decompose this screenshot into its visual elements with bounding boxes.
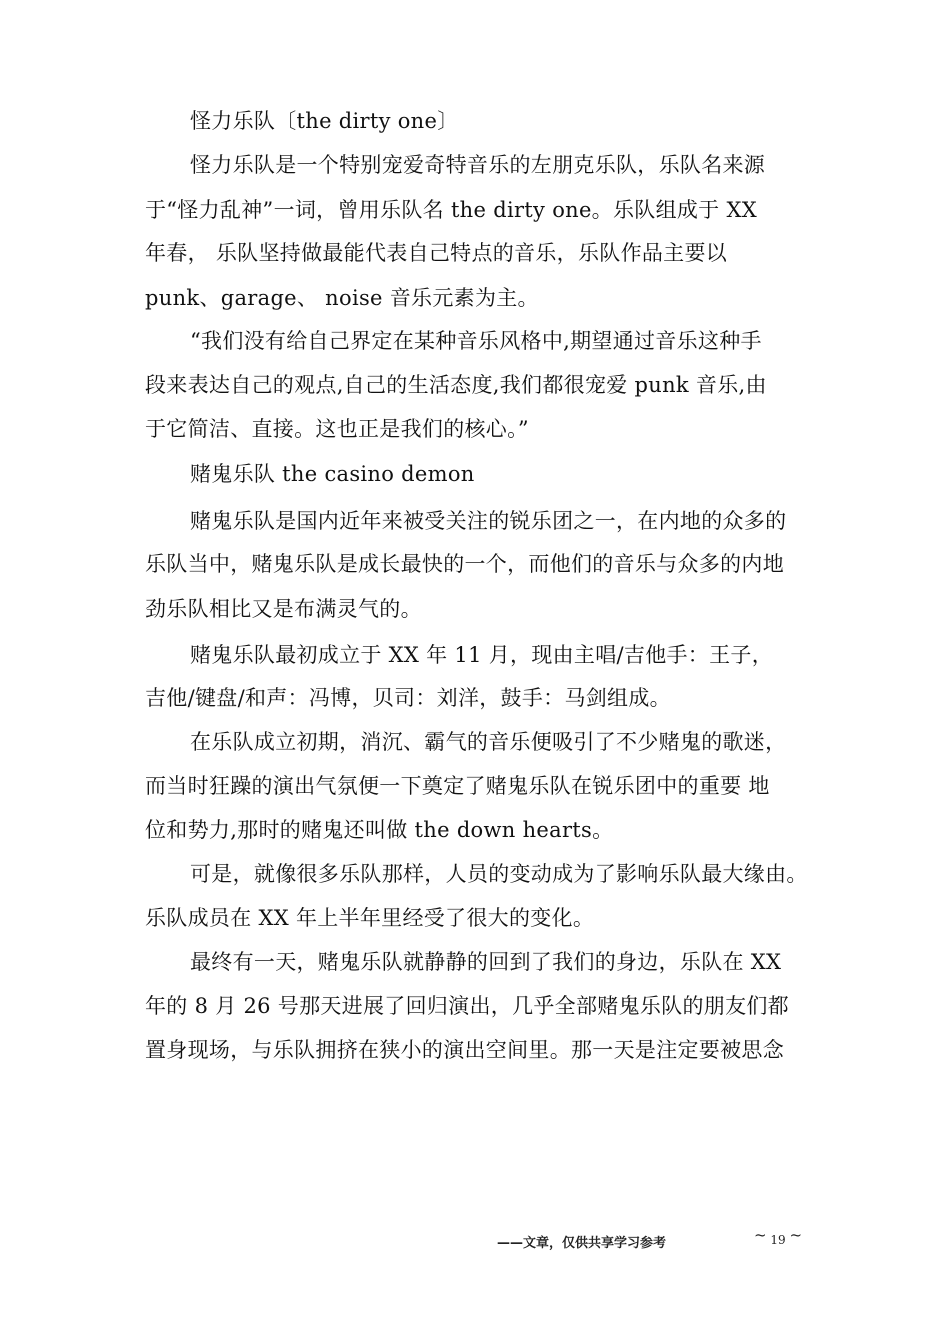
paragraph-line: 赌鬼乐队最初成立于 XX 年 11 月，现由主唱/吉他手：王子，: [190, 643, 773, 667]
heading-guaili-band: 怪力乐队〔the dirty one〕: [190, 109, 459, 133]
paragraph-line: 赌鬼乐队是国内近年来被受关注的锐乐团之一，在内地的众多的: [190, 509, 787, 533]
paragraph-line: 年的 8 月 26 号那天进展了回归演出，几乎全部赌鬼乐队的朋友们都: [145, 994, 789, 1018]
page-number-value: 19: [770, 1233, 786, 1247]
paragraph-line: 乐队成员在 XX 年上半年里经受了很大的变化。: [145, 906, 595, 930]
heading-casino-demon: 赌鬼乐队 the casino demon: [190, 462, 475, 486]
tilde-right: ~: [789, 1226, 803, 1244]
quote-line: 于它简洁、直接。这也正是我们的核心。”: [145, 417, 529, 441]
paragraph-line: 而当时狂躁的演出气氛便一下奠定了赌鬼乐队在锐乐团中的重要 地: [145, 774, 770, 798]
paragraph-line: 位和势力,那时的赌鬼还叫做 the down hearts。: [145, 818, 614, 842]
paragraph-line: 吉他/键盘/和声：冯博，贝司：刘洋，鼓手：马剑组成。: [145, 686, 671, 710]
paragraph-line: 年春， 乐队坚持做最能代表自己特点的音乐，乐队作品主要以: [145, 241, 728, 265]
quote-line: 段来表达自己的观点,自己的生活态度,我们都很宠爱 punk 音乐,由: [145, 373, 767, 397]
paragraph-line: 置身现场，与乐队拥挤在狭小的演出空间里。那一天是注定要被思念: [145, 1038, 784, 1062]
page-number: [754, 1226, 803, 1248]
paragraph-line: 乐队当中，赌鬼乐队是成长最快的一个，而他们的音乐与众多的内地: [145, 552, 784, 576]
paragraph-line: 可是，就像很多乐队那样，人员的变动成为了影响乐队最大缘由。: [190, 862, 808, 886]
footer-note: ——文章，仅供共享学习参考: [497, 1236, 667, 1251]
paragraph-line: 最终有一天，赌鬼乐队就静静的回到了我们的身边，乐队在 XX: [190, 950, 782, 974]
paragraph-line: 劲乐队相比又是布满灵气的。: [145, 597, 422, 621]
paragraph-line: punk、garage、 noise 音乐元素为主。: [145, 286, 539, 310]
tilde-left: ~: [754, 1226, 767, 1244]
paragraph-line: 于“怪力乱神”一词，曾用乐队名 the dirty one。乐队组成于 XX: [145, 198, 757, 222]
quote-line: “我们没有给自己界定在某种音乐风格中,期望通过音乐这种手: [190, 329, 762, 353]
paragraph-line: 在乐队成立初期，消沉、霸气的音乐便吸引了不少赌鬼的歌迷，: [190, 730, 787, 754]
paragraph-line: 怪力乐队是一个特别宠爱奇特音乐的左朋克乐队，乐队名来源: [190, 153, 766, 177]
